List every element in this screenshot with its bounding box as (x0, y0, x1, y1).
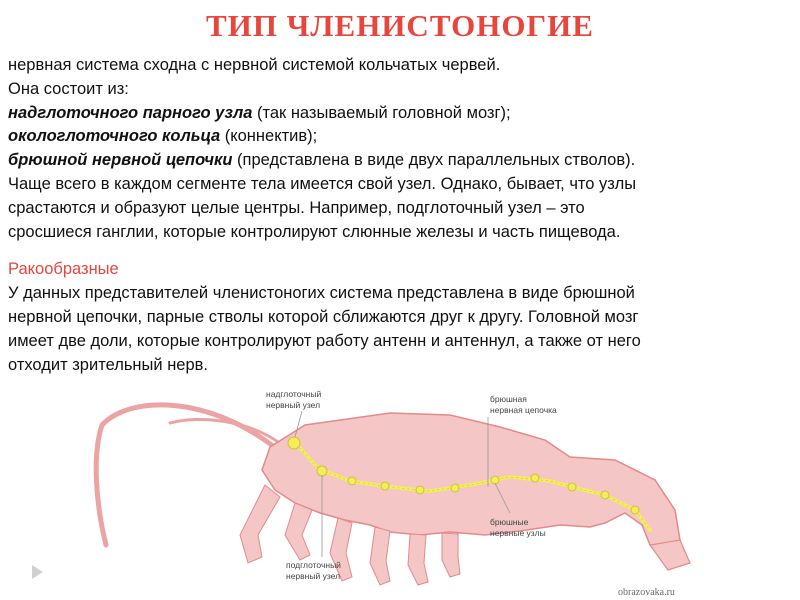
next-slide-arrow-icon[interactable] (32, 565, 43, 579)
crayfish-claw (240, 485, 280, 563)
term-supraesophageal-ganglion-note: (так называемый головной мозг); (252, 103, 511, 122)
crayfish-leg-1 (285, 503, 312, 560)
crayfish-tail-fan (650, 540, 690, 570)
paragraph-gap (8, 244, 793, 258)
text-line-2: Она состоит из: (8, 79, 129, 98)
subheading-crustaceans: Ракообразные (8, 260, 119, 279)
text-line-3 (8, 102, 793, 126)
paragraph2-line-3: имеет две доли, которые контролируют работу антенн и антеннул, а также от него (8, 331, 641, 350)
paragraph2-line-1: У данных представителей членистоногих система представлена в виде брюшной (8, 284, 635, 303)
ventral-ganglion-9 (631, 506, 639, 514)
text-line-6: Чаще всего в каждом сегменте тела имеется свой узел. Однако, бывает, что узлы (8, 174, 637, 193)
ventral-ganglion-7 (568, 483, 576, 491)
text-line-5 (8, 149, 793, 173)
crayfish-leg-5 (442, 533, 460, 577)
label-subesophageal-2: нервный узел (286, 571, 341, 581)
slide-title: ТИП ЧЛЕНИСТОНОГИЕ (206, 8, 594, 43)
text-line-8: сросшиеся ганглии, которые контролируют слюнные железы и часть пищевода. (8, 222, 621, 241)
label-ventral-cord-2: нервная цепочка (490, 405, 557, 415)
text-line-7: срастаются и образуют целые центры. Например, подглоточный узел – это (8, 198, 585, 217)
ventral-ganglion-2 (381, 482, 389, 490)
ventral-ganglion-1 (348, 477, 356, 485)
crayfish-nervous-system-diagram (90, 385, 710, 600)
term-circumesophageal-ring-note: (коннектив); (220, 127, 318, 146)
text-line-4 (8, 125, 793, 149)
ventral-ganglion-8 (601, 491, 609, 499)
label-ventral-cord-1: брюшная (490, 394, 527, 404)
label-supraesophageal-2: нервный узел (266, 400, 321, 410)
label-subesophageal-1: подглоточный (286, 560, 341, 570)
label-ventral-ganglia-1: брюшные (490, 517, 529, 527)
ventral-ganglion-3 (416, 486, 424, 494)
image-credit: obrazovaka.ru (618, 587, 675, 598)
term-ventral-nerve-cord: брюшной нервной цепочки (8, 151, 233, 170)
slide-body-text (8, 54, 793, 377)
label-ventral-ganglia-2: нервные узлы (490, 528, 546, 538)
supraesophageal-ganglion (288, 437, 300, 449)
crayfish-body-outline (262, 413, 680, 550)
ventral-ganglion-4 (451, 484, 459, 492)
subesophageal-ganglion (317, 466, 327, 476)
ventral-ganglion-6 (531, 474, 539, 482)
term-ventral-nerve-cord-note: (представлена в виде двух параллельных стволов). (232, 151, 636, 170)
paragraph2-line-2: нервной цепочки, парные стволы которой сближаются друг к другу. Головной мозг (8, 307, 639, 326)
paragraph2-line-4: отходит зрительный нерв. (8, 355, 209, 374)
ventral-ganglion-5 (491, 476, 499, 484)
term-supraesophageal-ganglion: надглоточного парного узла (8, 103, 253, 122)
term-circumesophageal-ring: окологлоточного кольца (8, 127, 221, 146)
crayfish-leg-3 (370, 527, 390, 585)
crayfish-leg-4 (408, 534, 428, 585)
text-line-1: нервная система сходна с нервной системой кольчатых червей. (8, 56, 501, 74)
label-supraesophageal-1: надглоточный (266, 389, 322, 399)
